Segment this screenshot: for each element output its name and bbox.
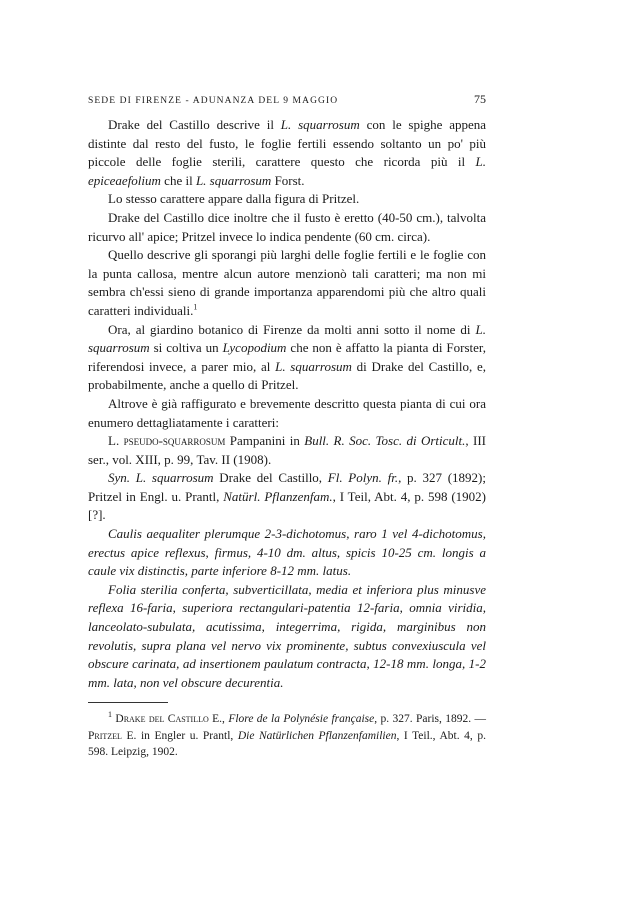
footnote-divider [88, 702, 168, 703]
footnote-mark: 1 [108, 710, 112, 720]
paragraph: Drake del Castillo dice inoltre che il fusto è eretto (40-50 cm.), talvolta ricurvo all' apice; Pritzel invece lo indica pendente (60 cm. circa). [88, 209, 486, 244]
paragraph: Drake del Castillo descrive il L. squarrosum con le spighe appena distinte dal resto del fusto, le foglie fertili essendo soltanto un po' più piccole delle foglie sterili, carattere questo che ricorda più il L. epiceaefolium che il L. squarrosum Forst. [88, 117, 487, 188]
running-title: SEDE DI FIRENZE - ADUNANZA DEL 9 MAGGIO [88, 96, 339, 106]
synonym: Syn. L. squarrosum Drake del Castillo, Fl. Polyn. fr., p. 327 (1892); Pritzel in Engl. u. Prantl, Natürl. Pflanzenfam., I Teil, Abt. 4, p. 598 (1902) [?]. [88, 470, 487, 523]
latin-description-folia: Folia sterilia conferta, subverticillata, media et inferiora plus minusve reflexa 16-faria, superiora rectangulari-patentia 12-faria, omnia viridia, lanceolato-subulata, acutissima, integerrima, rigida, marginibus non revolutis, supra plana vel nervo vix prominente, subtus convexiuscula vel obscure carinata, ad insertionem paulatum contracta, 12-18 mm. longa, 1-2 mm. lata, non vel obscure decurentia. [88, 581, 486, 690]
latin-description-caulis: Caulis aequaliter plerumque 2-3-dichotomus, raro 1 vel 4-dichotomus, erectus apice reflexus, firmus, 4-10 dm. altus, spicis 10-25 cm. longis a caule vix distinctis, parte inferiore 8-12 mm. latus. [88, 526, 486, 579]
paragraph: Lo stesso carattere appare dalla figura di Pritzel. [108, 191, 360, 207]
footnote: $^1$ Drake del Castillo E., Flore de la Polynésie française, p. 327. Paris, 1892. — Pritzel E. in Engler u. Prantl, Die Natürlichen Pflanzenfamilien, I Teil., Abt. 4, p. 598. Leipzig, 1902. [88, 710, 487, 759]
page [88, 92, 486, 761]
running-header [88, 92, 486, 107]
paragraph: Ora, al giardino botanico di Firenze da molti anni sotto il nome di L. squarrosum si coltiva un Lycopodium che non è affatto la pianta di Forster, riferendosi invece, a parer mio, al L. squarrosum di Drake del Castillo, e, probabilmente, anche a quello di Pritzel. [88, 321, 487, 393]
footnote-reference: 1 [193, 302, 198, 312]
species-name: L. pseudo-squarrosum Pampanini in Bull. R. Soc. Tosc. di Orticult., III ser., vol. XIII, p. 99, Tav. II (1908). [88, 433, 486, 467]
page-number: 75 [474, 92, 486, 106]
paragraph: Quello descrive gli sporangi più larghi delle foglie fertili e le foglie con la punta callosa, mentre alcun autore menzionò tali caratteri; ma non mi sembra ch'essi sieno di grande importanza apparendomi più che altro quali caratteri individuali.$^1$ [88, 247, 486, 318]
body-text [88, 116, 486, 692]
paragraph: Altrove è già raffigurato e brevemente descritto questa pianta di cui ora enumero dettagliatamente i caratteri: [88, 395, 486, 430]
